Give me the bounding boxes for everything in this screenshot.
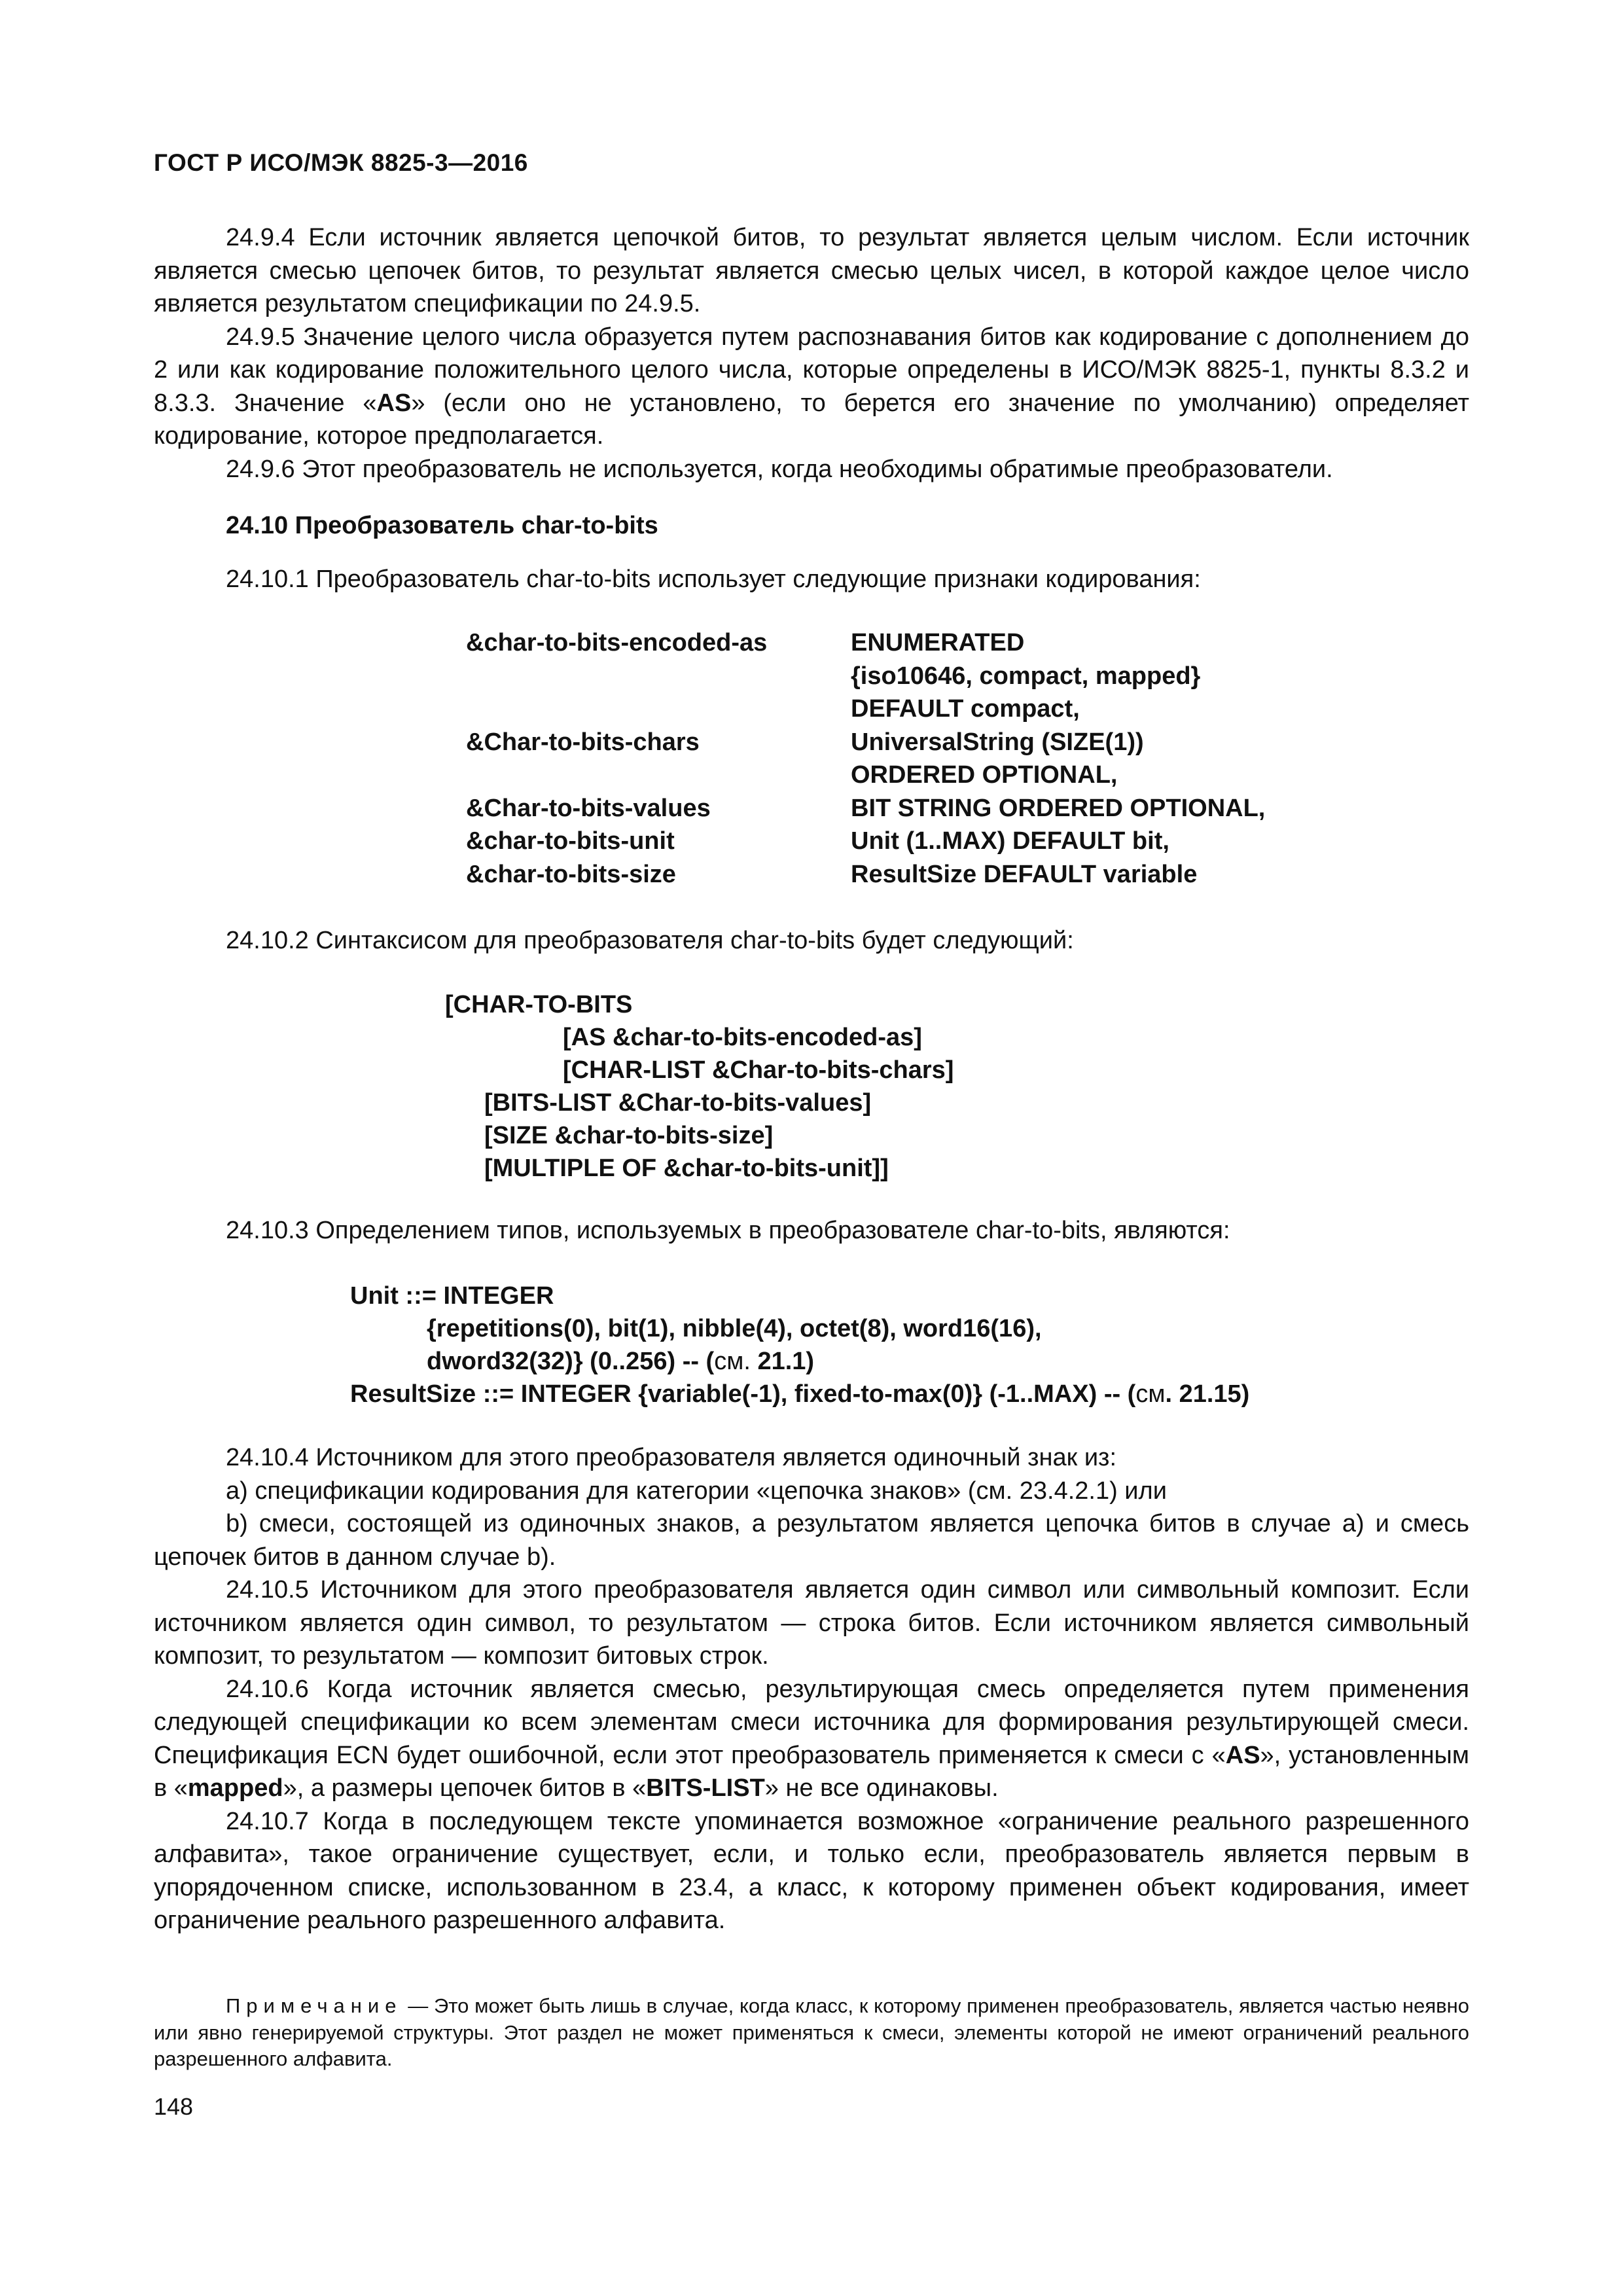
type-line: Unit ::= INTEGER [350, 1282, 554, 1310]
paragraph-24-10-1: 24.10.1 Преобразователь char-to-bits использует следующие признаки кодирования: [226, 565, 1201, 593]
syntax-line: [CHAR-LIST &Char-to-bits-chars] [563, 1056, 954, 1084]
syntax-line: [BITS-LIST &Char-to-bits-values] [484, 1089, 872, 1117]
paragraph-24-10-6-keyword: mapped [187, 1774, 283, 1802]
type-line [350, 1378, 1249, 1411]
paragraph-24-9-6: 24.9.6 Этот преобразователь не используется, когда необходимы обратимые преобразователи. [226, 455, 1333, 483]
type-line: {repetitions(0), bit(1), nibble(4), octet(8), word16(16), [427, 1315, 1042, 1342]
definition-type: Unit (1..MAX) DEFAULT bit, [851, 827, 1169, 855]
type-line-part: 21.1) [750, 1348, 815, 1375]
paragraph-24-10-6-text: » не все одинаковы. [764, 1774, 999, 1802]
definition-name: &char-to-bits-unit [466, 827, 675, 855]
paragraph-24-9-5-text-b: » (если оно не установлено, то берется его значение по умолчанию) определяет кодирование, которое предполагается. [154, 389, 1469, 450]
definition-type: ORDERED OPTIONAL, [851, 761, 1118, 789]
paragraph-24-10-5: 24.10.5 Источником для этого преобразователя является один символ или символьный композит. Если источником является один символ, то результатом — строка битов. Если источником является символьный композит, то результатом — композит битовых строк. [154, 1576, 1469, 1670]
type-line-part: . 21.15) [1165, 1380, 1250, 1408]
syntax-line: [AS &char-to-bits-encoded-as] [563, 1024, 922, 1051]
definition-name: &Char-to-bits-values [466, 794, 711, 822]
paragraph-24-10-6-text: », установленным в « [154, 1741, 1469, 1802]
paragraph-24-9-5-text-a: 24.9.5 Значение целого числа образуется путем распознавания битов как кодирование с дополнением до 2 или как кодирование положительного целого числа, которые определены в ИСО/МЭК 8825-1, пункты 8.3.2 и 8.3.3. Значение « [154, 323, 1469, 417]
syntax-line: [MULTIPLE OF &char-to-bits-unit]] [484, 1155, 889, 1182]
paragraph-24-10-4: 24.10.4 Источником для этого преобразователя является одиночный знак из: [226, 1444, 1117, 1471]
syntax-line: [SIZE &char-to-bits-size] [484, 1122, 774, 1149]
type-line-see: см. [714, 1348, 751, 1375]
paragraph-24-10-3: 24.10.3 Определением типов, используемых в преобразователе char-to-bits, являются: [226, 1217, 1230, 1244]
type-line [427, 1345, 814, 1378]
definition-type: DEFAULT compact, [851, 695, 1080, 723]
page-number: 148 [154, 2093, 194, 2120]
note-label: Примечание [226, 1994, 402, 2017]
note [154, 1993, 1469, 2073]
paragraph-24-10-6 [154, 1673, 1469, 1805]
definition-name: &char-to-bits-size [466, 860, 676, 888]
paragraphs-24-9 [154, 221, 1469, 486]
paragraph-24-9-4: 24.9.4 Если источник является цепочкой битов, то результат является целым числом. Если источник является смесью цепочек битов, то результат является смесью целых чисел, в которой каждое целое число является результатом спецификации по 24.9.5. [154, 224, 1469, 317]
paragraphs-24-10-4-to-7 [154, 1441, 1469, 1937]
paragraph-24-10-7: 24.10.7 Когда в последующем тексте упоминается возможное «ограничение реального разрешенного алфавита», такое ограничение существует, если, и только если, преобразователь является первым в упорядоченном списке, использованном в 23.4, а класс, к которому применен объект кодирования, имеет ограничение реального разрешенного алфавита. [154, 1807, 1469, 1934]
definition-name: &char-to-bits-encoded-as [466, 629, 768, 656]
type-line-part: ResultSize ::= INTEGER {variable(-1), fixed-to-max(0)} (-1..MAX) -- ( [350, 1380, 1136, 1408]
paragraph-24-10-6-keyword: BITS-LIST [646, 1774, 765, 1802]
definition-type: UniversalString (SIZE(1)) [851, 728, 1144, 756]
paragraph-24-10-6-keyword: AS [1225, 1741, 1260, 1769]
paragraph-24-10-6-text: 24.10.6 Когда источник является смесью, результирующая смесь определяется путем применения следующей спецификации ко всем элементам смеси источника для формирования результирующей смеси. Спецификация ECN будет ошибочной, если этот преобразователь применяется к смеси с « [154, 1675, 1469, 1769]
type-line-see: см [1135, 1380, 1166, 1408]
paragraph-24-9-5-as-keyword: AS [376, 389, 412, 417]
note-text: — Это может быть лишь в случае, когда класс, к которому применен преобразователь, является частью неявно или явно генерируемой структуры. Этот раздел не может применяться к смеси, элементы которой не имеют ограничений реального разрешенного алфавита. [154, 1994, 1469, 2070]
definition-type: ENUMERATED [851, 629, 1025, 656]
paragraph-24-9-5 [154, 321, 1469, 453]
paragraph-24-10-6-text: », а размеры цепочек битов в « [283, 1774, 647, 1802]
list-item-a: a) спецификации кодирования для категории «цепочка знаков» (см. 23.4.2.1) или [226, 1477, 1167, 1505]
definition-type: {iso10646, compact, mapped} [851, 662, 1201, 690]
syntax-line: [CHAR-TO-BITS [445, 991, 633, 1018]
standard-header: ГОСТ Р ИСО/МЭК 8825-3—2016 [154, 149, 528, 176]
definition-type: ResultSize DEFAULT variable [851, 860, 1198, 888]
section-heading-24-10: 24.10 Преобразователь char-to-bits [226, 512, 658, 539]
type-line-part: dword32(32)} (0..256) -- ( [427, 1348, 715, 1375]
definition-type: BIT STRING ORDERED OPTIONAL, [851, 794, 1266, 822]
definition-name: &Char-to-bits-chars [466, 728, 700, 756]
list-item-b: b) смеси, состоящей из одиночных знаков, а результатом является цепочка битов в случае a) и смесь цепочек битов в данном случае b). [154, 1510, 1469, 1571]
paragraph-24-10-2: 24.10.2 Синтаксисом для преобразователя char-to-bits будет следующий: [226, 927, 1074, 954]
